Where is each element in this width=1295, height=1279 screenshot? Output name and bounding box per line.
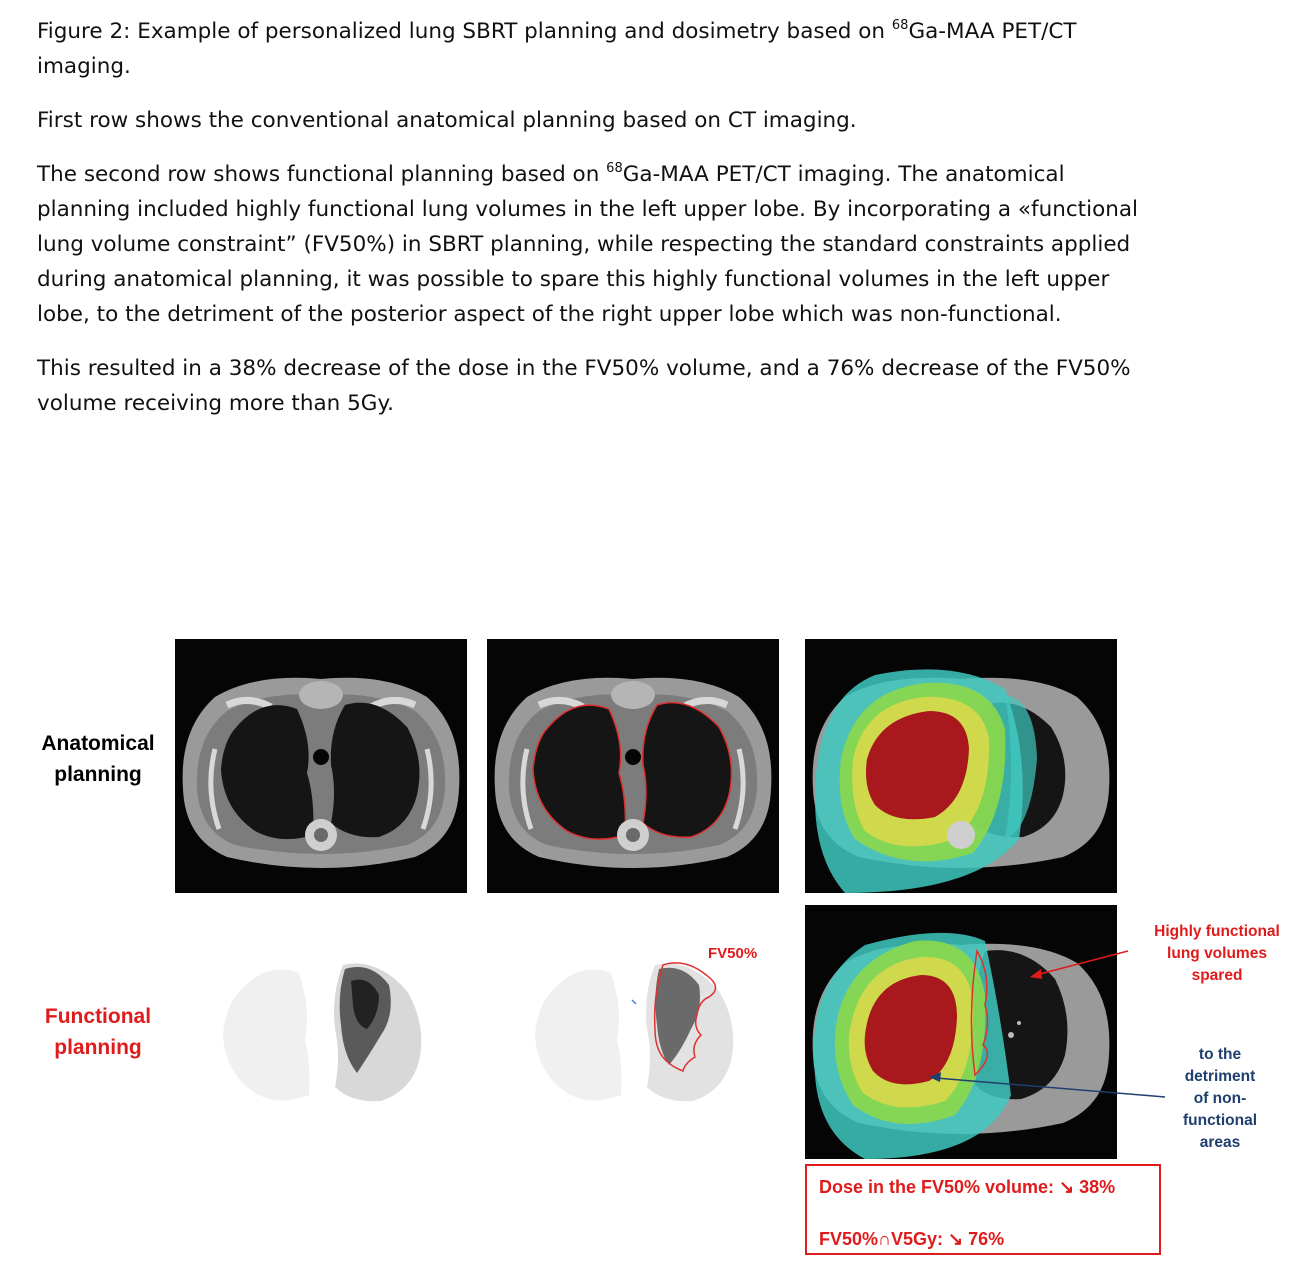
results-box bbox=[805, 1164, 1161, 1255]
fv50-label: FV50% bbox=[708, 945, 758, 962]
pet-image-panel bbox=[175, 905, 467, 1159]
ct-contour-panel bbox=[487, 639, 779, 893]
result-dose-text: Dose in the FV50% volume: ↘ 38% bbox=[819, 1177, 1116, 1197]
caption-paragraph-1: Figure 2: Example of personalized lung SBRT planning and dosimetry based on $^{68}$Ga-MAA PET/CT imaging. bbox=[37, 18, 1077, 79]
figure-caption bbox=[37, 14, 1147, 440]
row-label-functional: Functional planning bbox=[44, 1005, 152, 1059]
caption-paragraph-3: The second row shows functional planning based on $^{68}$Ga-MAA PET/CT imaging. The anatomical planning included highly functional lung volumes in the left upper lobe. By incorporating a «functional lung volume constraint” (FV50%) in SBRT planning, while respecting the standard constraints applied during anatomical planning, it was possible to spare this highly functional volumes in the left upper lobe, to the detriment of the posterior aspect of the right upper lobe which was non-functional. bbox=[37, 161, 1139, 327]
spared-annotation: Highly functional lung volumes spared bbox=[1154, 923, 1280, 984]
caption-paragraph-2: First row shows the conventional anatomical planning based on CT imaging. bbox=[37, 108, 857, 133]
detriment-annotation: to the detriment of non- functional areas bbox=[1182, 1046, 1258, 1151]
result-fv50-text: FV50%∩V5Gy: ↘ 76% bbox=[819, 1229, 1005, 1249]
ct-image-panel bbox=[175, 639, 467, 893]
caption-paragraph-4: This resulted in a 38% decrease of the dose in the FV50% volume, and a 76% decrease of the FV50% volume receiving more than 5Gy. bbox=[37, 356, 1131, 416]
dose-map-functional-panel bbox=[805, 905, 1117, 1159]
dose-map-anatomical-panel bbox=[805, 639, 1117, 893]
row-label-anatomical: Anatomical planning bbox=[41, 732, 155, 786]
